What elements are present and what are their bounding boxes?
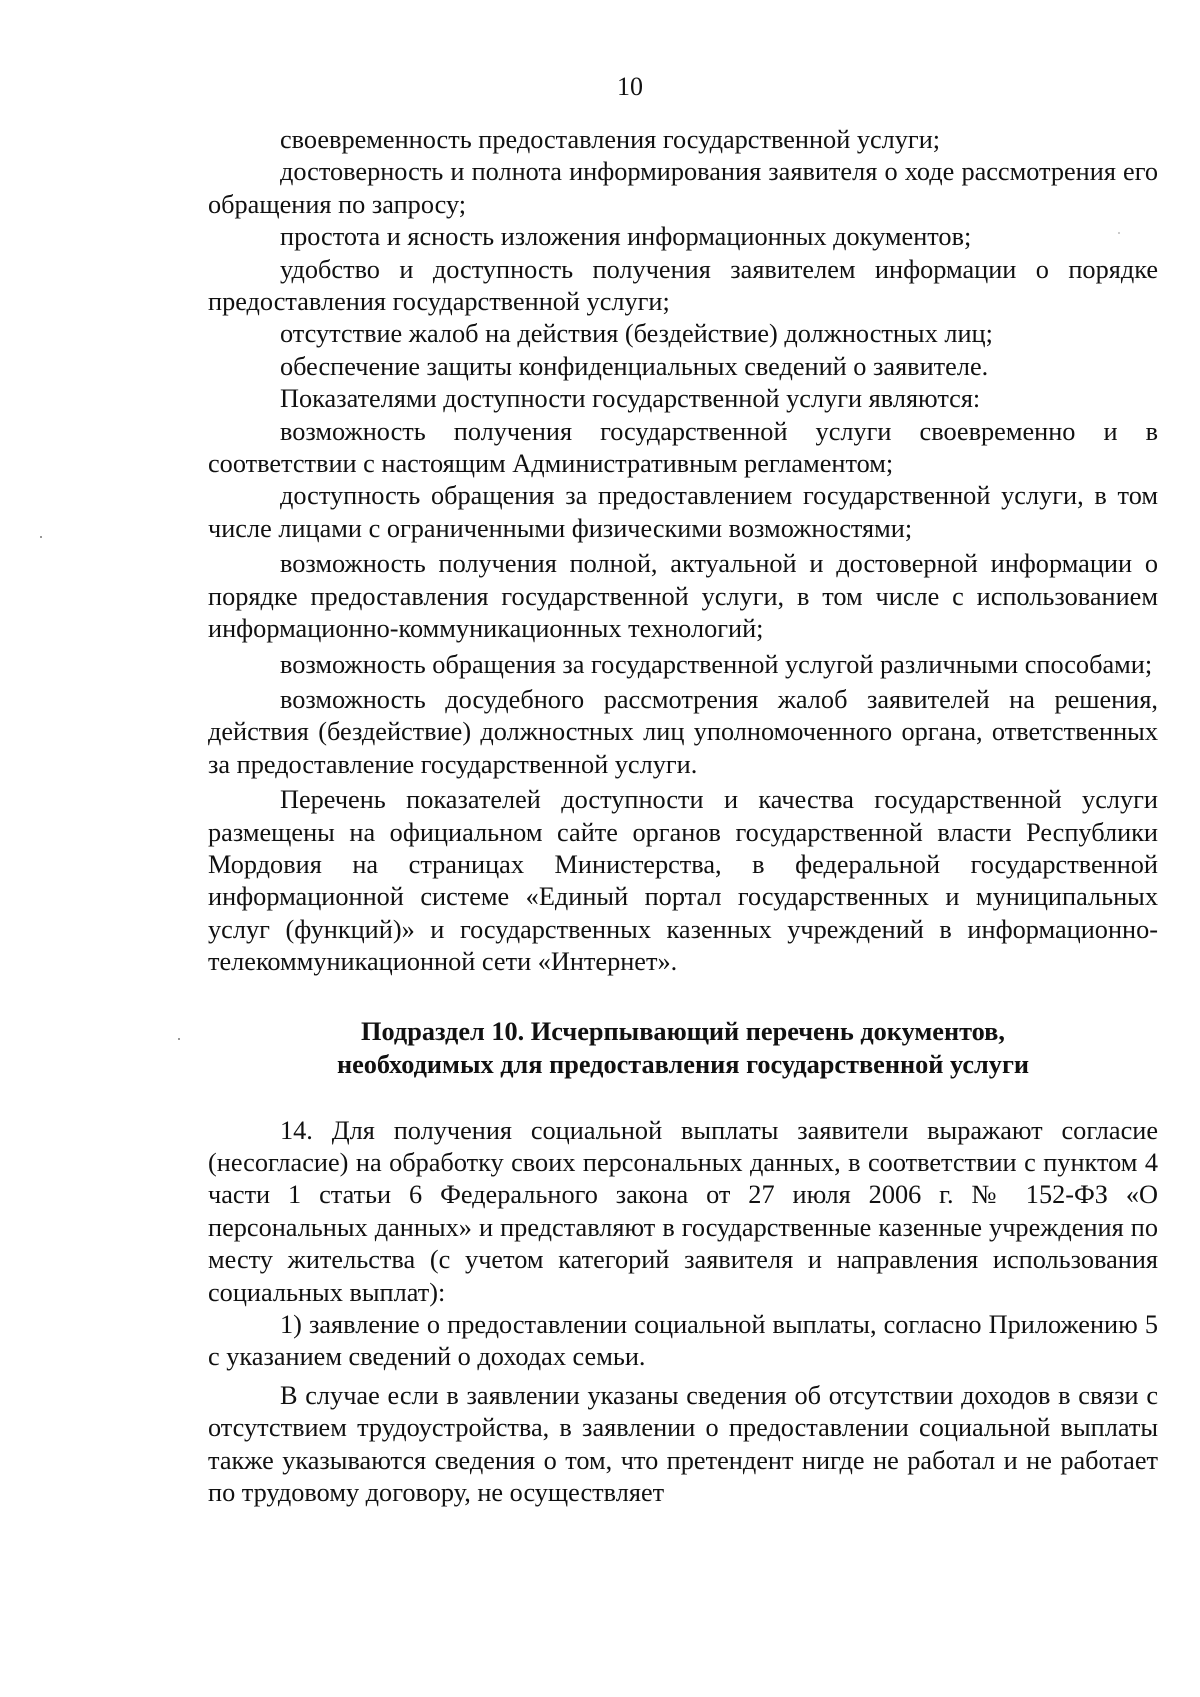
- paragraph: достоверность и полнота информирования заявителя о ходе рассмотрения его обращения по запросу;: [208, 157, 1158, 219]
- paragraph: отсутствие жалоб на действия (бездействие) должностных лиц;: [280, 319, 993, 349]
- paragraph: 1) заявление о предоставлении социальной выплаты, согласно Приложению 5 с указанием сведений о доходах семьи.: [208, 1310, 1158, 1372]
- paragraph: удобство и доступность получения заявителем информации о порядке предоставления государственной услуги;: [208, 254, 1158, 317]
- paragraph: возможность досудебного рассмотрения жалоб заявителей на решения, действия (бездействие) должностных лиц уполномоченного органа, ответственных за предоставление государственной услуги.: [208, 684, 1158, 779]
- paragraph: Перечень показателей доступности и качества государственной услуги размещены на официальном сайте органов государственной власти Республики Мордовия на страницах Министерства, в федеральной государственной информационной системе «Единый портал государственных и муниципальных услуг (функций)» и государственных казенных учреждений в информационно-телекоммуникационной сети «Интернет».: [208, 785, 1158, 977]
- scan-speck: [178, 1038, 180, 1040]
- document-body: [208, 124, 1158, 1509]
- page-number: 10: [617, 72, 643, 101]
- paragraph: обеспечение защиты конфиденциальных сведений о заявителе.: [280, 351, 989, 381]
- section-heading-line: Подраздел 10. Исчерпывающий перечень документов,: [361, 1016, 1005, 1046]
- section-heading: [208, 1015, 1158, 1081]
- scan-speck: [1118, 232, 1120, 234]
- scan-speck: [40, 536, 42, 538]
- paragraph: возможность получения полной, актуальной и достоверной информации о порядке предоставления государственной услуги, в том числе с использованием информационно-коммуникационных технологий;: [208, 549, 1158, 644]
- section-heading-line: необходимых для предоставления государственной услуги: [336, 1049, 1030, 1079]
- paragraph: возможность получения государственной услуги своевременно и в соответствии с настоящим Административным регламентом;: [208, 416, 1158, 479]
- paragraph: возможность обращения за государственной услугой различными способами;: [280, 649, 1153, 679]
- paragraph: доступность обращения за предоставлением государственной услуги, в том числе лицами с ограниченными физическими возможностями;: [208, 481, 1158, 543]
- paragraph: простота и ясность изложения информационных документов;: [280, 222, 972, 252]
- paragraph: 14. Для получения социальной выплаты заявители выражают согласие (несогласие) на обработку своих персональных данных, в соответствии с пунктом 4 части 1 статьи 6 Федерального закона от 27 июля 2006 г. № 152-ФЗ «О персональных данных» и представляют в государственные казенные учреждения по месту жительства (с учетом категорий заявителя и направления использования социальных выплат):: [208, 1115, 1158, 1307]
- paragraph: своевременность предоставления государственной услуги;: [280, 125, 941, 154]
- paragraph: В случае если в заявлении указаны сведения об отсутствии доходов в связи с отсутствием трудоустройства, в заявлении о предоставлении социальной выплаты также указываются сведения о том, что претендент нигде не работал и не работает по трудовому договору, не осуществляет: [208, 1380, 1158, 1508]
- paragraph: Показателями доступности государственной услуги являются:: [280, 384, 981, 414]
